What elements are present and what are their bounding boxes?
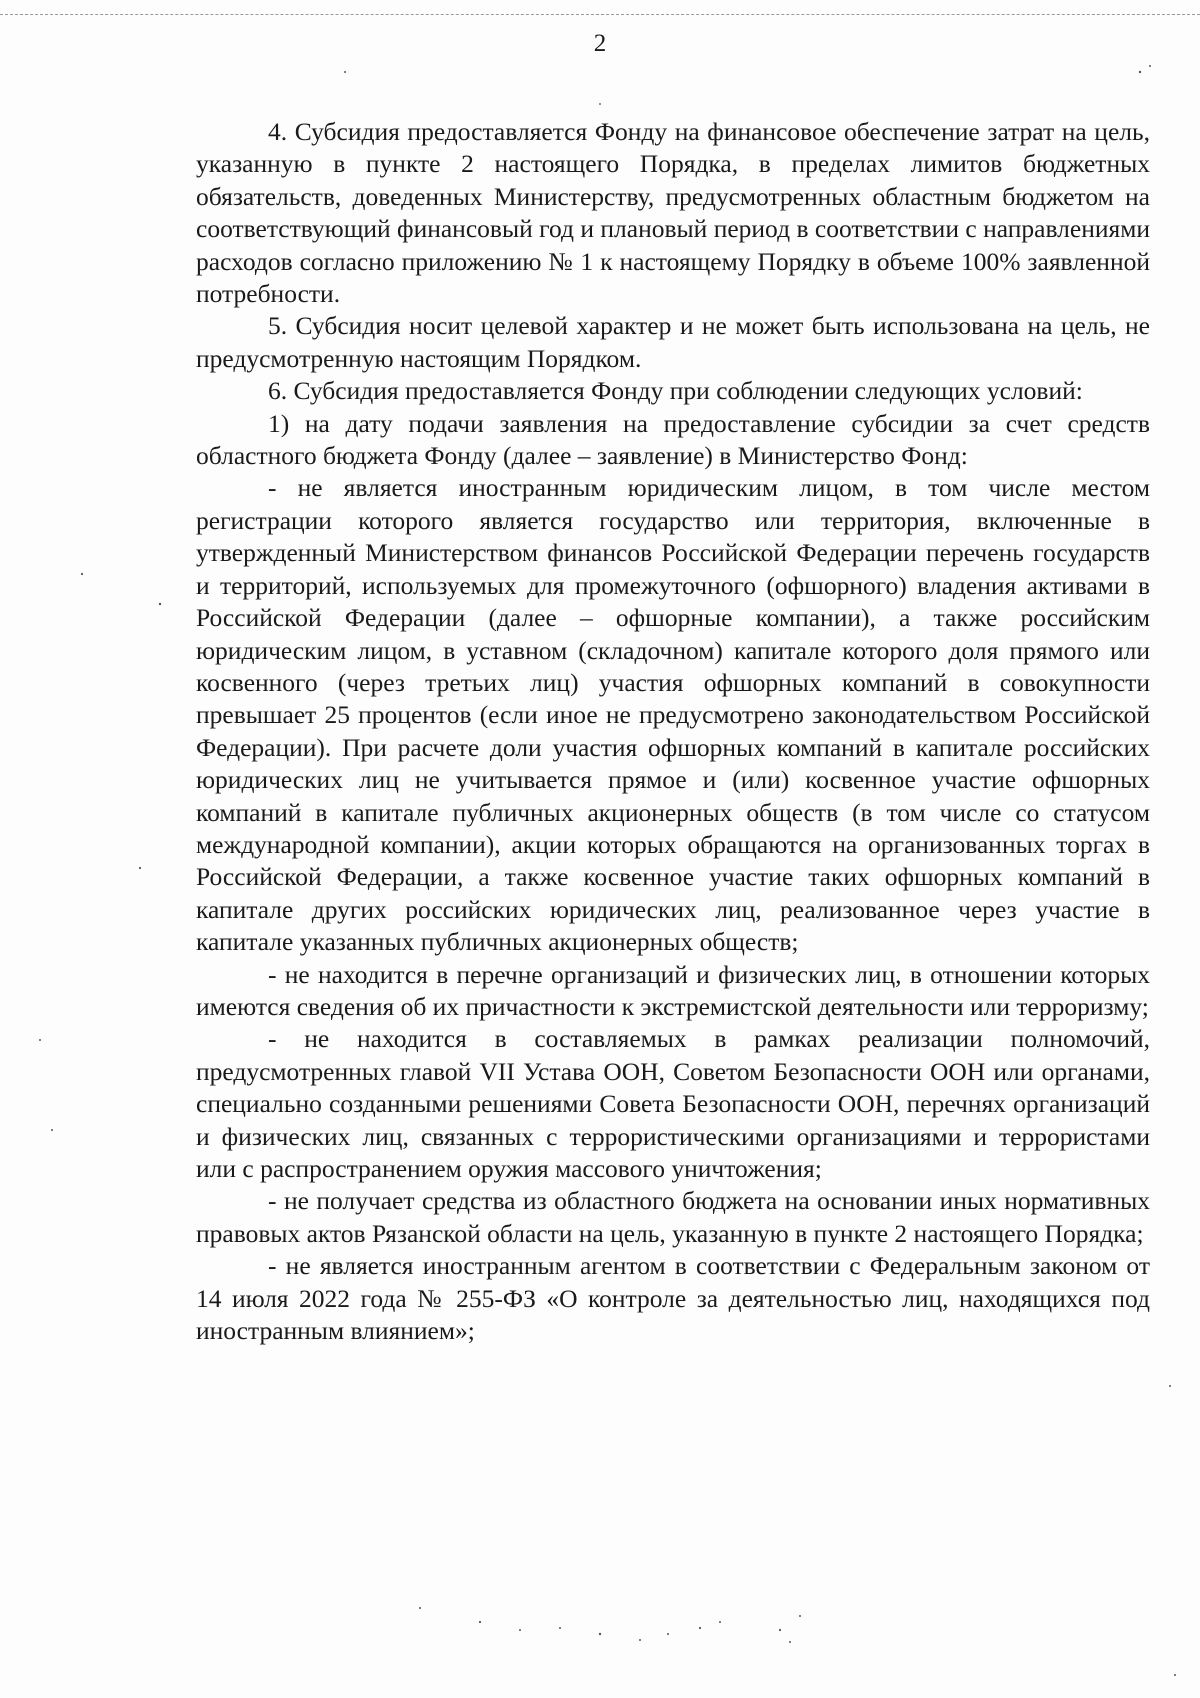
- paragraph-condition-offshore: - не является иностранным юридическим лицом, в том числе местом регистрации которого является государство или территория, включенные в утвержденный Министерством финансов Российской Федерации перечень государств и территорий, используемых для промежуточного (офшорного) владения активами в Российской Федерации (далее – офшорные компании), а также российским юридическим лицом, в уставном (складочном) капитале которого доля прямого или косвенного (через третьих лиц) участия офшорных компаний в совокупности превышает 25 процентов (если иное не предусмотрено законодательством Российской Федерации). При расчете доли участия офшорных компаний в капитале российских юридических лиц не учитывается прямое и (или) косвенное участие офшорных компаний в капитале публичных акционерных обществ (в том числе со статусом международной компании), акции которых обращаются на организованных торгах в Российской Федерации, а также косвенное участие таких офшорных компаний в капитале других российских юридических лиц, реализованное через участие в капитале указанных публичных акционерных обществ;: [196, 473, 1150, 957]
- paragraph-condition-extremism: - не находится в перечне организаций и физических лиц, в отношении которых имеются сведения об их причастности к экстремистской деятельности или терроризму;: [196, 959, 1150, 1021]
- paragraph-condition-un-lists: - не находится в составляемых в рамках реализации полномочий, предусмотренных главой VII Устава ООН, Советом Безопасности ООН или органами, специально созданными решениями Совета Безопасности ООН, перечнях организаций и физических лиц, связанных с террористическими организациями и террористами или с распространением оружия массового уничтожения;: [196, 1024, 1150, 1183]
- document-body: [196, 116, 1150, 1347]
- paragraph-condition-other-funds: - не получает средства из областного бюджета на основании иных нормативных правовых актов Рязанской области на цель, указанную в пункте 2 настоящего Порядка;: [196, 1186, 1150, 1248]
- scan-edge-line: [0, 14, 1200, 15]
- paragraph-condition-foreign-agent: - не является иностранным агентом в соответствии с Федеральным законом от 14 июля 2022 года № 255-ФЗ «О контроле за деятельностью лиц, находящихся под иностранным влиянием»;: [196, 1251, 1150, 1346]
- page-number: 2: [593, 30, 607, 57]
- paragraph-clause-6: 6. Субсидия предоставляется Фонду при соблюдении следующих условий:: [268, 376, 1083, 406]
- paragraph-subclause-1: 1) на дату подачи заявления на предоставление субсидии за счет средств областного бюджета Фонду (далее – заявление) в Министерство Фонд:: [196, 408, 1150, 471]
- paragraph-clause-4: 4. Субсидия предоставляется Фонду на финансовое обеспечение затрат на цель, указанную в пункте 2 настоящего Порядка, в пределах лимитов бюджетных обязательств, доведенных Министерству, предусмотренных областным бюджетом на соответствующий финансовый год и плановый период в соответствии с направлениями расходов согласно приложению № 1 к настоящему Порядку в объеме 100% заявленной потребности.: [196, 117, 1150, 309]
- paragraph-clause-5: 5. Субсидия носит целевой характер и не может быть использована на цель, не предусмотренную настоящим Порядком.: [196, 311, 1150, 373]
